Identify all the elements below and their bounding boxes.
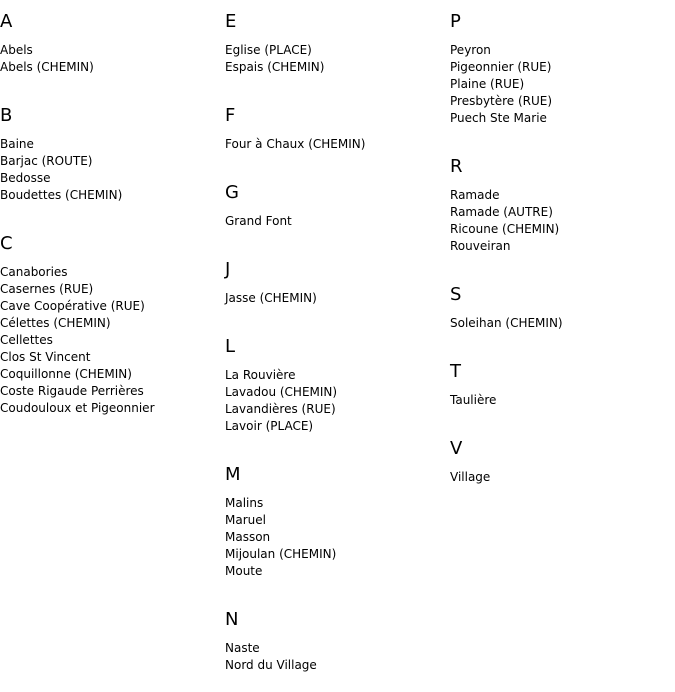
street-link[interactable]: Coudouloux et Pigeonnier [0, 401, 155, 415]
street-list [0, 255, 225, 435]
street-list-item [450, 187, 675, 204]
letter-group-m [225, 453, 450, 598]
street-list [225, 127, 450, 171]
street-list-item [225, 512, 450, 529]
street-list-item [225, 213, 450, 230]
street-list-item [450, 110, 675, 127]
street-link[interactable]: Eglise (PLACE) [225, 43, 312, 57]
street-link[interactable]: Grand Font [225, 214, 292, 228]
letter-group-b [0, 94, 225, 222]
street-list-item [450, 76, 675, 93]
street-link[interactable]: Lavandières (RUE) [225, 402, 336, 416]
street-list-item [0, 59, 225, 76]
street-link[interactable]: Boudettes (CHEMIN) [0, 188, 123, 202]
street-list-item [225, 401, 450, 418]
letter-group-c [0, 222, 225, 435]
street-link[interactable]: Abels (CHEMIN) [0, 60, 94, 74]
street-link[interactable]: Presbytère (RUE) [450, 94, 553, 108]
letter-group-j [225, 248, 450, 325]
street-link[interactable]: Maruel [225, 513, 266, 527]
street-link[interactable]: Taulière [450, 393, 497, 407]
letter-group-v [450, 427, 675, 504]
street-link[interactable]: Rouveiran [450, 239, 511, 253]
street-list [450, 460, 675, 504]
letter-group-p [450, 0, 675, 145]
street-link[interactable]: Peyron [450, 43, 491, 57]
street-list [450, 178, 675, 273]
letter-group-g [225, 171, 450, 248]
street-link[interactable]: Ricoune (CHEMIN) [450, 222, 560, 236]
letter-group-t [450, 350, 675, 427]
street-list-item [0, 136, 225, 153]
street-list-item [0, 315, 225, 332]
street-list-item [0, 332, 225, 349]
street-list-item [0, 264, 225, 281]
street-list-item [0, 170, 225, 187]
letter-heading: E [225, 11, 237, 32]
letter-group-e [225, 0, 450, 94]
street-link[interactable]: Canabories [0, 265, 68, 279]
letter-heading: F [225, 105, 236, 126]
street-list [225, 281, 450, 325]
letter-heading: V [450, 438, 463, 459]
street-list-item [225, 59, 450, 76]
street-list-item [0, 383, 225, 400]
street-list-item [225, 42, 450, 59]
street-link[interactable]: Casernes (RUE) [0, 282, 94, 296]
index-column-3 [450, 0, 675, 504]
street-list-item [0, 187, 225, 204]
street-list-item [450, 59, 675, 76]
street-list-item [0, 281, 225, 298]
street-link[interactable]: Baine [0, 137, 34, 151]
street-link[interactable]: Cellettes [0, 333, 53, 347]
letter-heading: A [0, 11, 13, 32]
letter-group-n [225, 598, 450, 692]
index-column-1 [0, 0, 225, 435]
street-link[interactable]: Lavadou (CHEMIN) [225, 385, 338, 399]
street-link[interactable]: Cave Coopérative (RUE) [0, 299, 145, 313]
street-link[interactable]: Mijoulan (CHEMIN) [225, 547, 337, 561]
index-column-2 [225, 0, 450, 692]
street-link[interactable]: Bedosse [0, 171, 51, 185]
letter-group-l [225, 325, 450, 453]
street-link[interactable]: Coste Rigaude Perrières [0, 384, 144, 398]
street-list-item [450, 42, 675, 59]
street-list-item [0, 349, 225, 366]
street-list [225, 358, 450, 453]
street-link[interactable]: Nord du Village [225, 658, 317, 672]
street-list-item [0, 298, 225, 315]
street-list [450, 383, 675, 427]
street-link[interactable]: La Rouvière [225, 368, 296, 382]
street-link[interactable]: Ramade [450, 188, 500, 202]
letter-heading: S [450, 284, 462, 305]
street-list-item [225, 546, 450, 563]
letter-group-s [450, 273, 675, 350]
street-list-item [225, 136, 450, 153]
street-list-item [225, 418, 450, 435]
street-list [450, 306, 675, 350]
street-link[interactable]: Soleihan (CHEMIN) [450, 316, 563, 330]
street-link[interactable]: Espais (CHEMIN) [225, 60, 325, 74]
street-list-item [225, 495, 450, 512]
street-list-item [0, 153, 225, 170]
letter-heading: R [450, 156, 463, 177]
street-link[interactable]: Four à Chaux (CHEMIN) [225, 137, 366, 151]
street-list-item [450, 221, 675, 238]
street-list-item [450, 93, 675, 110]
letter-group-f [225, 94, 450, 171]
letter-heading: J [225, 259, 231, 280]
street-link[interactable]: Plaine (RUE) [450, 77, 525, 91]
letter-group-r [450, 145, 675, 273]
street-list-item [0, 42, 225, 59]
street-list-item [450, 204, 675, 221]
street-link[interactable]: Village [450, 470, 491, 484]
street-list [225, 486, 450, 598]
street-list-item [225, 290, 450, 307]
letter-heading: B [0, 105, 13, 126]
street-link[interactable]: Célettes (CHEMIN) [0, 316, 111, 330]
letter-heading: C [0, 233, 13, 254]
street-list-item [225, 640, 450, 657]
street-list-item [450, 315, 675, 332]
street-link[interactable]: Masson [225, 530, 271, 544]
street-list [450, 33, 675, 145]
street-list [225, 204, 450, 248]
street-list-item [0, 400, 225, 417]
street-link[interactable]: Clos St Vincent [0, 350, 91, 364]
street-link[interactable]: Barjac (ROUTE) [0, 154, 93, 168]
letter-heading: M [225, 464, 241, 485]
street-list [225, 33, 450, 94]
street-list-item [225, 563, 450, 580]
street-link[interactable]: Malins [225, 496, 264, 510]
street-list-item [0, 366, 225, 383]
street-link[interactable]: Pigeonnier (RUE) [450, 60, 552, 74]
street-link[interactable]: Coquillonne (CHEMIN) [0, 367, 132, 381]
street-list [225, 631, 450, 692]
street-list-item [225, 367, 450, 384]
street-list-item [225, 384, 450, 401]
letter-group-a [0, 0, 225, 94]
letter-heading: P [450, 11, 461, 32]
letter-heading: G [225, 182, 239, 203]
street-link[interactable]: Jasse (CHEMIN) [225, 291, 317, 305]
street-list-item [450, 238, 675, 255]
street-list [0, 33, 225, 94]
letter-heading: L [225, 336, 236, 357]
street-link[interactable]: Abels [0, 43, 33, 57]
street-link[interactable]: Naste [225, 641, 260, 655]
street-link[interactable]: Puech Ste Marie [450, 111, 547, 125]
street-link[interactable]: Lavoir (PLACE) [225, 419, 314, 433]
letter-heading: T [450, 361, 461, 382]
street-link[interactable]: Ramade (AUTRE) [450, 205, 553, 219]
street-list-item [450, 469, 675, 486]
street-link[interactable]: Moute [225, 564, 263, 578]
letter-heading: N [225, 609, 239, 630]
street-list-item [225, 529, 450, 546]
street-list [0, 127, 225, 222]
street-list-item [450, 392, 675, 409]
